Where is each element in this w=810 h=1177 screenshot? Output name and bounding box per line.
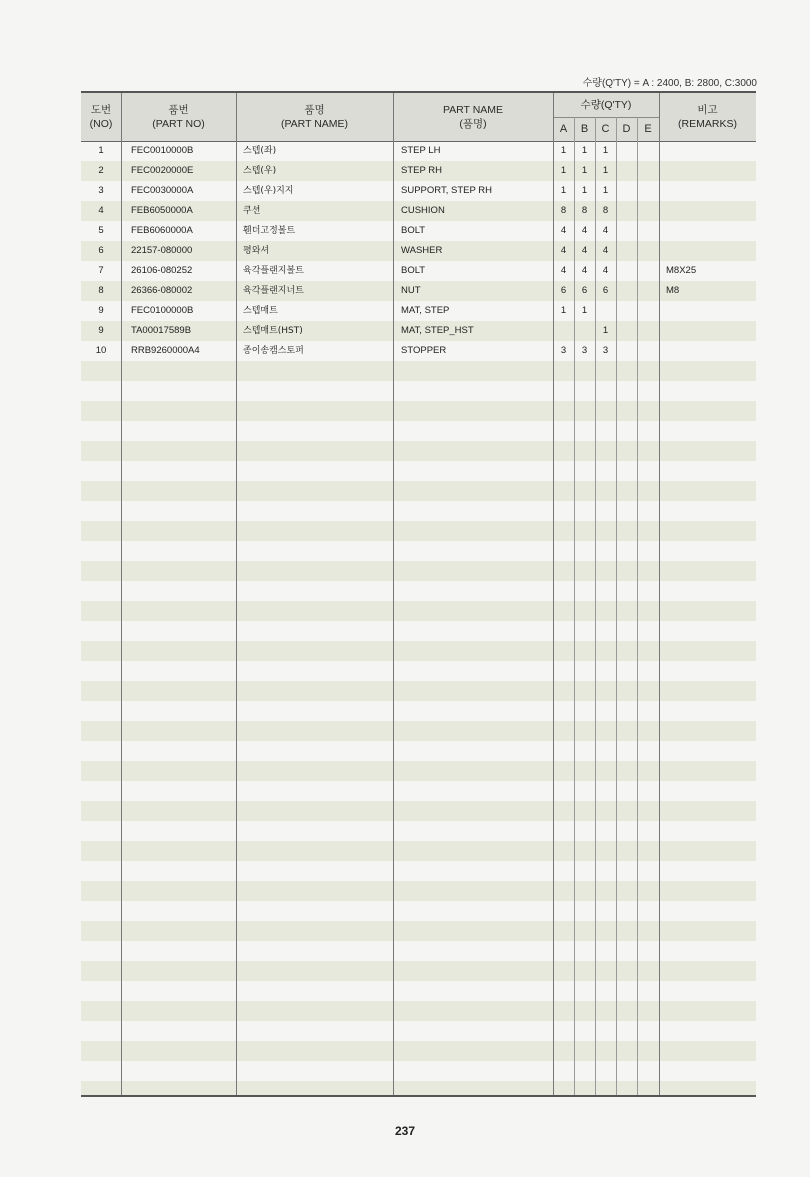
cell-qty-a: 4 <box>560 265 567 276</box>
cell-qty-b: 6 <box>581 285 588 296</box>
cell-name-kr: 스텝(우)지지 <box>243 186 294 196</box>
cell-name-en: STEP LH <box>401 145 441 156</box>
cell-name-kr: 육각플랜지너트 <box>243 286 304 296</box>
table-row <box>81 321 756 341</box>
cell-qty-a: 1 <box>560 305 567 316</box>
parts-table <box>81 91 756 1097</box>
cell-qty-b: 1 <box>581 185 588 196</box>
cell-name-kr: 육각플랜지볼트 <box>243 266 304 276</box>
cell-name-en: WASHER <box>401 245 443 256</box>
header-no <box>81 93 121 141</box>
cell-qty-a: 8 <box>560 205 567 216</box>
table-row <box>81 281 756 301</box>
cell-name-en: MAT, STEP <box>401 305 450 316</box>
cell-name-en: MAT, STEP_HST <box>401 325 474 336</box>
cell-part-no: FEB6060000A <box>131 225 193 236</box>
cell-name-en: BOLT <box>401 225 426 236</box>
cell-no: 8 <box>98 285 104 296</box>
cell-part-no: 26366-080002 <box>131 285 193 296</box>
cell-no: 1 <box>98 145 104 156</box>
header-part-name-en-title: PART NAME <box>442 104 504 116</box>
quantity-note: 수량(Q'TY) = A : 2400, B: 2800, C:3000 <box>582 78 757 89</box>
cell-qty-b: 1 <box>581 145 588 156</box>
cell-qty-a: 1 <box>560 165 567 176</box>
header-no-kr: 도번 <box>90 104 112 116</box>
table-header <box>81 93 756 142</box>
cell-qty-b: 1 <box>581 305 588 316</box>
cell-part-no: TA00017589B <box>131 325 192 336</box>
header-part-name-en <box>393 93 553 141</box>
table-row <box>81 241 756 261</box>
cell-qty-b: 4 <box>581 245 588 256</box>
cell-qty-c: 1 <box>602 145 609 156</box>
cell-part-no: FEC0030000A <box>131 185 194 196</box>
cell-name-en: BOLT <box>401 265 426 276</box>
table-row <box>81 201 756 221</box>
header-part-no-en: (PART NO) <box>152 118 205 130</box>
page-number: 237 <box>394 1124 416 1138</box>
cell-qty-a: 4 <box>560 245 567 256</box>
header-qty <box>553 93 659 117</box>
table-body <box>81 141 756 361</box>
table-row <box>81 161 756 181</box>
cell-no: 9 <box>98 305 104 316</box>
qty-divider <box>553 117 659 118</box>
cell-name-kr: 쿠션 <box>243 206 261 216</box>
header-qty-d: D <box>622 123 631 135</box>
header-part-no <box>121 93 236 141</box>
cell-name-kr: 평와셔 <box>243 246 270 256</box>
cell-part-no: FEC0010000B <box>131 145 194 156</box>
cell-no: 10 <box>95 345 107 356</box>
header-part-name-kr <box>236 93 393 141</box>
header-remarks-kr: 비고 <box>697 104 718 116</box>
cell-name-en: STOPPER <box>401 345 447 356</box>
cell-name-en: CUSHION <box>401 205 445 216</box>
header-qty-label: 수량(Q'TY) <box>580 99 632 111</box>
cell-qty-b: 4 <box>581 225 588 236</box>
cell-name-en: NUT <box>401 285 421 296</box>
header-qty-b: B <box>580 123 589 135</box>
header-remarks-en: (REMARKS) <box>678 118 737 130</box>
header-qty-a: A <box>559 123 568 135</box>
cell-qty-b: 4 <box>581 265 588 276</box>
header-qty-c: C <box>601 123 610 135</box>
cell-name-kr: 스텝매트 <box>243 306 278 316</box>
cell-name-kr: 종이송캠스토퍼 <box>243 346 304 356</box>
table-row <box>81 301 756 321</box>
cell-remarks: M8 <box>666 285 680 296</box>
table-row <box>81 341 756 361</box>
cell-part-no: RRB9260000A4 <box>131 345 200 356</box>
cell-part-no: 26106-080252 <box>131 265 193 276</box>
header-part-name-en-sub: (품명) <box>459 118 487 130</box>
header-part-name-kr-sub: (PART NAME) <box>280 118 349 130</box>
cell-name-kr: 스텝(좌) <box>243 146 277 156</box>
cell-qty-b: 1 <box>581 165 588 176</box>
cell-qty-c: 4 <box>602 225 609 236</box>
cell-no: 9 <box>98 325 104 336</box>
cell-name-en: SUPPORT, STEP RH <box>401 185 492 196</box>
cell-name-kr: 스텝(우) <box>243 166 277 176</box>
cell-qty-c: 8 <box>602 205 609 216</box>
cell-qty-a: 6 <box>560 285 567 296</box>
cell-part-no: FEC0020000E <box>131 165 194 176</box>
cell-name-en: STEP RH <box>401 165 443 176</box>
cell-no: 2 <box>98 165 104 176</box>
cell-name-kr: 휀더고정볼트 <box>243 226 296 236</box>
header-qty-e: E <box>644 123 652 135</box>
cell-name-kr: 스텝매트(HST) <box>243 326 303 336</box>
cell-remarks: M8X25 <box>666 265 697 276</box>
table-row <box>81 141 756 161</box>
cell-part-no: FEC0100000B <box>131 305 194 316</box>
cell-qty-c: 4 <box>602 245 609 256</box>
header-part-name-kr-title: 품명 <box>304 104 325 116</box>
cell-part-no: FEB6050000A <box>131 205 193 216</box>
cell-qty-c: 1 <box>602 185 609 196</box>
table-row <box>81 221 756 241</box>
cell-part-no: 22157-080000 <box>131 245 193 256</box>
header-part-no-kr: 품번 <box>168 104 189 116</box>
cell-no: 6 <box>98 245 104 256</box>
table-row <box>81 181 756 201</box>
cell-no: 4 <box>98 205 104 216</box>
cell-qty-a: 1 <box>560 185 567 196</box>
cell-qty-c: 4 <box>602 265 609 276</box>
cell-qty-c: 3 <box>602 345 609 356</box>
cell-qty-c: 1 <box>602 325 609 336</box>
cell-qty-c: 1 <box>602 165 609 176</box>
cell-qty-c: 6 <box>602 285 609 296</box>
cell-qty-a: 3 <box>560 345 567 356</box>
cell-no: 5 <box>98 225 104 236</box>
table-row <box>81 261 756 281</box>
cell-qty-a: 4 <box>560 225 567 236</box>
header-remarks <box>659 93 756 141</box>
header-no-en: (NO) <box>89 118 113 130</box>
cell-qty-a: 1 <box>560 145 567 156</box>
cell-qty-b: 3 <box>581 345 588 356</box>
cell-no: 7 <box>98 265 104 276</box>
cell-no: 3 <box>98 185 104 196</box>
cell-qty-b: 8 <box>581 205 588 216</box>
